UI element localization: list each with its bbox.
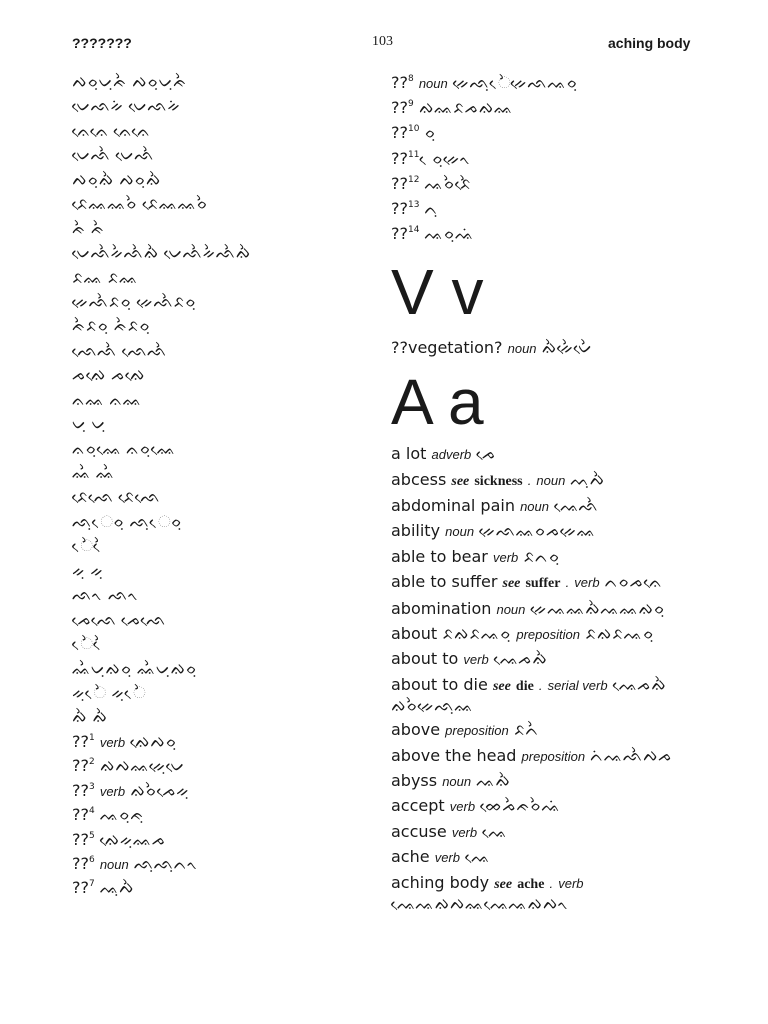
- left-entry: [72, 388, 372, 412]
- numbered-entry: [391, 221, 721, 246]
- dictionary-entry: [391, 675, 721, 715]
- cross-reference: die: [515, 678, 534, 694]
- header-last-entry: aching body: [608, 35, 691, 51]
- left-entry: [72, 437, 372, 461]
- dictionary-entry: [391, 599, 721, 619]
- numbered-entries: [391, 70, 721, 246]
- entry-headword: abomination: [391, 598, 492, 618]
- left-entry: [72, 632, 372, 656]
- entry-headword: above: [391, 720, 441, 740]
- cross-reference: suffer: [525, 576, 561, 592]
- entry-definition: ᨖᨙᨍᨛᨃᨔᨛᨕᨗ: [480, 796, 561, 816]
- entry-headword: accuse: [391, 821, 447, 841]
- entry-text: ᨆᨙᨒᨛ ᨆᨙᨒᨛ: [72, 145, 155, 165]
- numbered-entry: [391, 146, 721, 171]
- left-entry: [72, 241, 372, 265]
- entry-definition: ᨁᨐᨅᨍᨁᨐ: [418, 98, 513, 118]
- part-of-speech: verb: [99, 734, 126, 750]
- entry-text: ᨁᨛ ᨁᨛ: [72, 707, 108, 727]
- entry-definition: ᨕᨔᨛᨅᨙᨛ: [424, 173, 472, 193]
- entry-text: ᨊᨐ ᨊᨐ: [72, 389, 142, 409]
- part-of-speech: verb: [449, 799, 476, 815]
- part-of-speech: noun: [418, 76, 448, 91]
- entry-headword: abdominal pain: [391, 496, 515, 516]
- dictionary-entry: [391, 720, 721, 740]
- part-of-speech: preposition: [445, 723, 509, 739]
- entry-text: ᨍᨙᨒᨙ ᨍᨙᨒᨙ: [72, 609, 166, 629]
- entry-definition: ᨅᨁᨅᨕᨔᨘ: [442, 624, 512, 644]
- part-of-speech: noun: [507, 341, 537, 357]
- numbered-entry: [391, 120, 721, 145]
- entry-text: ᨄᨔᨘᨁᨛ ᨄᨔᨘᨁᨛ: [72, 169, 162, 189]
- dictionary-entry: [391, 822, 721, 842]
- entry-definition: ᨁᨛᨀᨙᨛᨆᨙᨛ: [541, 338, 593, 358]
- left-entry: [72, 828, 372, 852]
- dictionary-entry: [391, 796, 721, 816]
- entry-index: 2: [88, 757, 95, 768]
- entry-text: ᨆᨙᨒᨀᨗ ᨆᨙᨒᨀᨗ: [72, 96, 181, 116]
- entry-index: 8: [407, 74, 414, 84]
- entry-index: 12: [407, 174, 420, 185]
- part-of-speech: verb: [558, 875, 584, 891]
- part-of-speech: serial verb: [547, 677, 608, 693]
- entry-index: 9: [407, 99, 414, 110]
- entry-definition: ᨅᨁᨅᨕᨔᨘ: [585, 624, 655, 644]
- see-marker: see: [492, 678, 511, 694]
- entry-definition: ᨕᨙᨒᨛ: [554, 496, 599, 516]
- entry-headword: abyss: [391, 771, 438, 790]
- left-entry: [72, 119, 372, 143]
- entry-definition: ᨕᨙᨍᨁᨛ ᨁᨔᨛᨀᨙᨒᨘᨐ: [391, 674, 667, 715]
- entry-text: ᨙᨛ ᨙᨛ: [72, 634, 106, 654]
- left-entry: [72, 314, 372, 338]
- entry-text: ᨆᨘ ᨆᨘ: [72, 414, 107, 434]
- left-entry: [72, 266, 372, 290]
- entry-text: ᨅᨐ ᨅᨐ: [72, 267, 139, 287]
- left-entry: [72, 534, 372, 558]
- numbered-entry: [391, 95, 721, 120]
- entry-text: ᨀᨙᨒᨛᨅᨔᨘ ᨀᨙᨒᨛᨅᨔᨘ: [72, 291, 197, 311]
- entry-text: ᨒᨚ ᨒᨚ: [72, 585, 140, 605]
- part-of-speech: adverb: [431, 447, 472, 463]
- entry-index: 4: [88, 806, 95, 817]
- entry-text: ??: [391, 123, 408, 143]
- entry-definition: ᨙᨔᨘᨀᨙᨚ: [431, 148, 472, 168]
- entry-headword: about to: [391, 649, 459, 669]
- header-section-label: ???????: [72, 35, 132, 51]
- entry-text: ᨐᨛᨆᨘᨁᨔᨘ ᨐᨛᨆᨘᨁᨔᨘ: [72, 658, 198, 678]
- entry-text: ??: [391, 198, 408, 218]
- separator: .: [549, 875, 554, 891]
- dictionary-entry: [391, 444, 721, 464]
- entry-definition: ᨍᨙ: [476, 444, 496, 464]
- cross-reference: ache: [517, 876, 545, 892]
- entry-definition: ᨈᨗᨕᨒᨛᨄᨍ: [590, 745, 673, 765]
- entry-definition: ᨕᨔᨘᨃᨘ: [99, 805, 144, 825]
- part-of-speech: preposition: [516, 627, 580, 643]
- entry-definition: ᨀᨙᨒᨘᨙᨛᨀᨙᨒᨕᨔᨘ: [452, 73, 578, 92]
- entry-definition: ᨕᨙᨕᨁᨄᨐᨕᨙᨕᨁᨄᨚ: [391, 893, 570, 913]
- page-number: 103: [372, 34, 393, 49]
- entry-text: ??: [391, 173, 408, 193]
- dictionary-entry: [391, 649, 721, 669]
- part-of-speech: noun: [520, 499, 549, 515]
- dictionary-entry: [391, 771, 721, 791]
- entry-headword: ache: [391, 847, 430, 867]
- entry-text: ᨊᨔᨘᨐᨙ ᨊᨔᨘᨐᨙ: [72, 438, 176, 458]
- entry-definition: ᨀᨙᨕᨐᨁᨛᨕᨐᨁᨔᨘ: [530, 598, 666, 618]
- numbered-entry: [391, 70, 721, 95]
- left-entry: [72, 730, 372, 754]
- left-entry: [72, 608, 372, 632]
- entry-index: 1: [88, 732, 95, 743]
- entry-text: ??: [72, 756, 89, 776]
- see-marker: see: [494, 876, 513, 892]
- entry-text: ᨅᨙᨐᨐᨔᨛ ᨅᨙᨐᨐᨔᨛ: [72, 194, 208, 214]
- left-entry: [72, 681, 372, 705]
- entry-definition: ᨒᨘᨒᨘᨈᨚ: [133, 854, 199, 873]
- entry-text: ??: [391, 148, 408, 168]
- left-entry: [72, 485, 372, 509]
- entry-definition: ᨈᨔᨍᨊᨙ: [604, 572, 662, 592]
- entry-text: ᨒᨙᨒᨛ ᨒᨙᨒᨛ: [72, 340, 167, 360]
- entry-headword: able to suffer: [391, 572, 498, 592]
- left-entry: [72, 363, 372, 387]
- entry-text: ᨆᨙᨒᨛᨀᨛᨒᨛᨁᨛ ᨆᨙᨒᨛᨀᨛᨒᨛᨁᨛ: [72, 243, 251, 263]
- entry-definition: ᨕᨔᨘᨕᨗ: [424, 224, 475, 244]
- part-of-speech: verb: [451, 824, 478, 840]
- entry-definition: ᨓᨘᨄᨛ: [570, 469, 605, 489]
- entry-headword: ??vegetation?: [391, 338, 503, 358]
- entry-index: 7: [88, 879, 95, 890]
- entry-definition: ᨁᨙᨀᨘᨐᨍ: [99, 829, 166, 849]
- entry-text: ᨄᨔᨘᨆᨘᨃᨛ ᨄᨔᨘᨆᨘᨃᨛ: [72, 72, 187, 91]
- entry-text: ??: [72, 780, 89, 800]
- entry-text: ᨃᨛᨅᨔᨘ ᨃᨛᨅᨔᨘ: [72, 316, 151, 336]
- left-entry: [72, 803, 372, 827]
- entry-headword: about to die: [391, 674, 488, 694]
- part-of-speech: noun: [536, 472, 566, 488]
- left-entry: [72, 339, 372, 363]
- dictionary-entry: [391, 338, 721, 358]
- entry-definition: ᨀᨙᨒᨐᨔᨍᨀᨙᨐ: [479, 521, 596, 541]
- entry-headword: ability: [391, 521, 441, 541]
- numbered-entry: [391, 171, 721, 196]
- part-of-speech: noun: [99, 857, 129, 872]
- numbered-entry: [391, 196, 721, 221]
- entry-definition: ᨔᨘ: [424, 123, 436, 143]
- entry-definition: ᨅᨈᨛ: [513, 720, 540, 740]
- entry-text: ᨍᨁᨙ ᨍᨁᨙ: [72, 365, 146, 385]
- entry-definition: ᨕᨙ: [465, 847, 490, 867]
- left-entry: [72, 705, 372, 729]
- entry-definition: ᨅᨈᨔᨘ: [523, 546, 560, 566]
- left-entry: [72, 754, 372, 778]
- left-entry: [72, 852, 372, 876]
- separator: .: [538, 677, 543, 693]
- cross-reference: sickness: [474, 473, 523, 489]
- section-letter-a: A a: [391, 366, 484, 439]
- dictionary-entry: [391, 572, 721, 593]
- separator: .: [527, 472, 532, 488]
- entry-text: ??: [72, 731, 89, 751]
- left-entry: [72, 192, 372, 216]
- entry-headword: above the head: [391, 745, 517, 765]
- entry-definition: ᨕᨙ: [482, 821, 507, 841]
- entry-headword: a lot: [391, 444, 427, 464]
- section-v-entries: [391, 338, 721, 358]
- left-entry: [72, 412, 372, 436]
- entry-definition: ᨁᨔᨛᨍᨙᨀᨘ: [130, 780, 190, 800]
- part-of-speech: verb: [492, 549, 519, 565]
- left-entry: [72, 657, 372, 681]
- left-entry: [72, 70, 372, 94]
- part-of-speech: noun: [496, 601, 526, 617]
- entry-index: 5: [88, 830, 95, 841]
- entry-definition: ᨕᨘᨄᨛ: [99, 878, 135, 898]
- dictionary-entry: [391, 746, 721, 766]
- separator: .: [565, 575, 570, 591]
- entry-text: ᨐᨛ ᨐᨛ: [72, 463, 115, 482]
- left-column: [72, 70, 372, 901]
- left-entry: [72, 168, 372, 192]
- left-entry: [72, 217, 372, 241]
- entry-headword: aching body: [391, 872, 490, 892]
- entry-index: 11: [407, 149, 420, 160]
- left-entry: [72, 290, 372, 314]
- entry-definition: ᨕᨁᨛ: [476, 771, 511, 790]
- dictionary-entry: [391, 847, 721, 867]
- see-marker: see: [502, 576, 521, 592]
- section-letter-v: V v: [391, 256, 484, 329]
- part-of-speech: noun: [445, 524, 475, 540]
- entry-definition: ᨁᨙᨄᨔᨘ: [130, 731, 177, 751]
- left-entry: [72, 583, 372, 607]
- entry-index: 6: [88, 855, 95, 865]
- entry-index: 10: [407, 124, 420, 135]
- entry-text: ??: [72, 878, 89, 898]
- entry-text: ᨀᨘ ᨀᨘ: [72, 560, 104, 580]
- left-entry: [72, 559, 372, 583]
- entry-text: ᨀᨘᨙᨛ ᨀᨘᨙᨛ: [72, 682, 146, 702]
- part-of-speech: preposition: [521, 748, 586, 764]
- left-entry: [72, 779, 372, 803]
- entry-definition: ᨈᨘ: [424, 198, 439, 218]
- right-column: [391, 70, 721, 918]
- entry-text: ᨅᨙᨒᨙ ᨅᨙᨒᨙ: [72, 487, 160, 507]
- entry-text: ??: [72, 829, 89, 849]
- entry-text: ᨊᨙᨊᨙ ᨊᨙᨊᨙ: [72, 120, 151, 140]
- entry-definition: ᨕᨙᨍᨁᨛ: [493, 649, 548, 669]
- left-entry: [72, 510, 372, 534]
- left-entry: [72, 876, 372, 900]
- dictionary-entry: [391, 547, 721, 567]
- part-of-speech: verb: [99, 783, 126, 799]
- entry-definition: ᨁᨄᨐᨀᨙᨘᨆᨙ: [99, 756, 185, 776]
- section-a-entries: [391, 444, 721, 912]
- entry-text: ??: [391, 98, 408, 118]
- left-entry: [72, 143, 372, 167]
- left-entry: [72, 94, 372, 118]
- entry-text: ᨃᨛ ᨃᨛ: [72, 218, 105, 238]
- entry-text: ??: [72, 854, 89, 873]
- dictionary-entry: [391, 496, 721, 516]
- see-marker: see: [451, 473, 470, 489]
- dictionary-entry: [391, 624, 721, 644]
- entry-text: ??: [391, 73, 408, 92]
- entry-index: 14: [407, 225, 420, 236]
- entry-text: ??: [391, 224, 408, 244]
- entry-text: ??: [72, 805, 89, 825]
- entry-index: 13: [407, 199, 420, 210]
- dictionary-entry: [391, 470, 721, 491]
- entry-text: ᨙᨛ ᨙᨛ: [72, 536, 106, 556]
- part-of-speech: verb: [574, 575, 600, 591]
- left-entry: [72, 461, 372, 485]
- entry-text: ᨒᨘᨙᨔᨘ ᨒᨘᨙᨔᨘ: [72, 511, 183, 531]
- dictionary-entry: [391, 521, 721, 541]
- entry-headword: about: [391, 624, 438, 644]
- part-of-speech: verb: [434, 850, 460, 866]
- entry-headword: accept: [391, 796, 445, 816]
- entry-headword: able to bear: [391, 546, 488, 566]
- entry-index: 3: [88, 781, 95, 792]
- part-of-speech: noun: [442, 774, 472, 789]
- entry-headword: abcess: [391, 469, 447, 489]
- dictionary-entry: [391, 873, 721, 913]
- part-of-speech: verb: [463, 652, 489, 668]
